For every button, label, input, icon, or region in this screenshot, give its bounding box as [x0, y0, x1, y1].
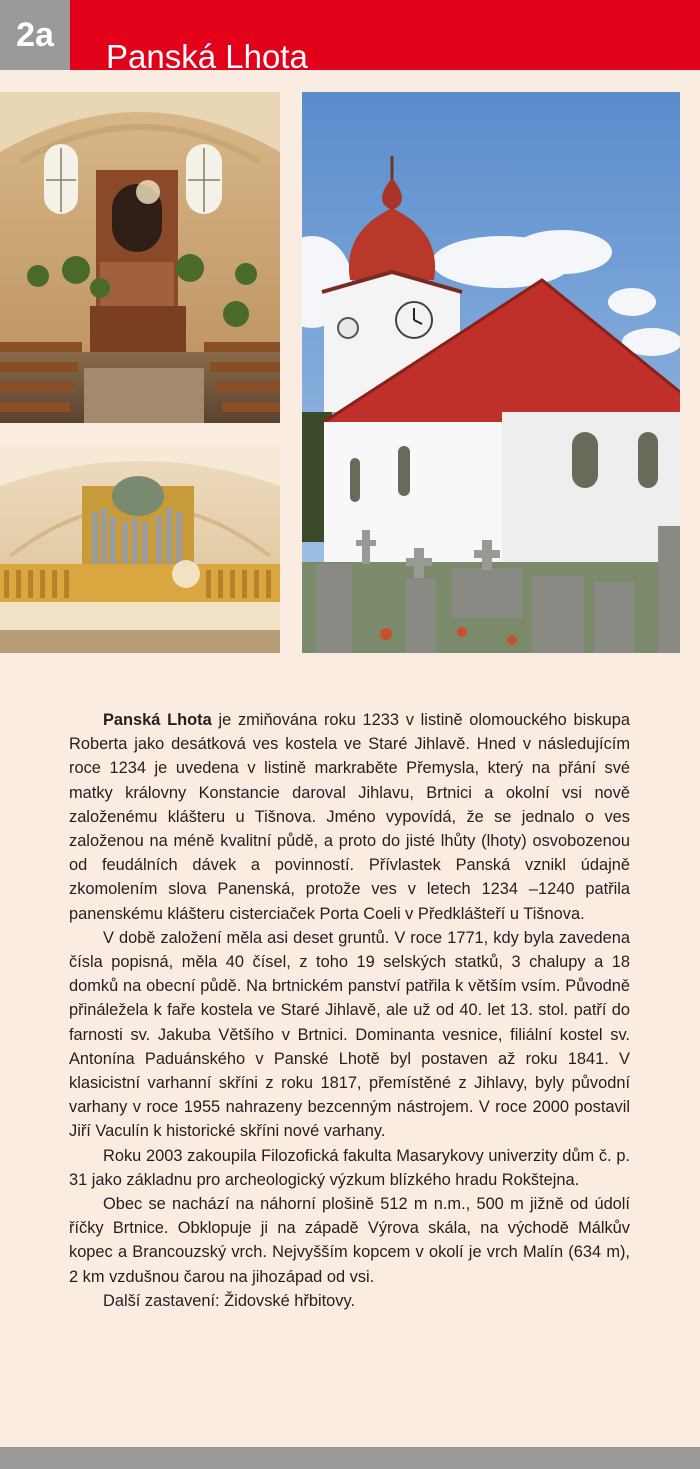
organ-photo — [0, 446, 280, 653]
title-bar — [70, 0, 700, 76]
place-name-lead: Panská Lhota — [103, 711, 212, 729]
page-header — [0, 0, 700, 76]
page-title: Panská Lhota — [106, 38, 308, 76]
footer-bar — [0, 1447, 700, 1469]
paragraph-intro — [69, 708, 630, 926]
paragraph-next-stop: Další zastavení: Židovské hřbitovy. — [103, 1291, 356, 1310]
altar-photo — [0, 92, 280, 423]
church-photo — [302, 92, 680, 653]
paragraph-history: V době založení měla asi deset gruntů. V roce 1771, kdy byla zavedena čísla popisná, měla 40 čísel, z toho 19 selských statků, 3 chalupy a 18 domků na obecní půdě. Na brtnickém panství patřila k větším vsím. Původně přináležela k faře kostela ve Staré Jihlavě, ale už od 40. let 13. stol. patří do farnosti sv. Jakuba Většího v Brtnici. Dominanta vesnice, filiální kostel sv. Antonína Paduánského v Panské Lhotě byl postaven až roku 1841. V klasicistní varhanní skříni z roku 1817, přemístěné z Jihlavy, byly původní varhany v roce 1955 nahrazeny bezcenným nástrojem. V roce 2000 postavil Jiří Vaculín k historické skříni nové varhany. — [69, 928, 630, 1141]
paragraph-geography: Obec se nachází na náhorní plošině 512 m n.m., 500 m jižně od údolí říčky Brtnice. Obklopuje ji na západě Výrova skála, na východě Málkův kopec a Brancouzský vrch. Nejvyšším kopcem v okolí je vrch Malín (634 m), 2 km vzdušnou čarou na jihozápad od vsi. — [69, 1195, 630, 1286]
section-badge: 2a — [0, 0, 70, 70]
article-body — [69, 708, 630, 1313]
paragraph-intro-text: je zmiňována roku 1233 v listině olomouckého biskupa Roberta jako desátková ves kostela ve Staré Jihlavě. Hned v následujícím roce 1234 je uvedena v listině markraběte Přemysla, který na přání své matky královny Konstancie daroval Jihlavu, Brtnici a okolní vsi nově založenému klášteru u Tišnova. Jméno vypovídá, že se jednalo o ves založenou na méně kvalitní půdě, a proto do jisté lhůty (lhoty) osvobozenou od feudálních dávek a povinností. Přívlastek Panská vznikl údajně zkomolením slova Panenská, protože ves v letech 1234 –1240 patřila panenskému klášteru cisterciaček Porta Coeli v Předklášteří u Tišnova. — [69, 711, 631, 923]
paragraph-university: Roku 2003 zakoupila Filozofická fakulta Masarykovy univerzity dům č. p. 31 jako základnu pro archeologický výzkum blízkého hradu Rokštejna. — [69, 1146, 630, 1189]
